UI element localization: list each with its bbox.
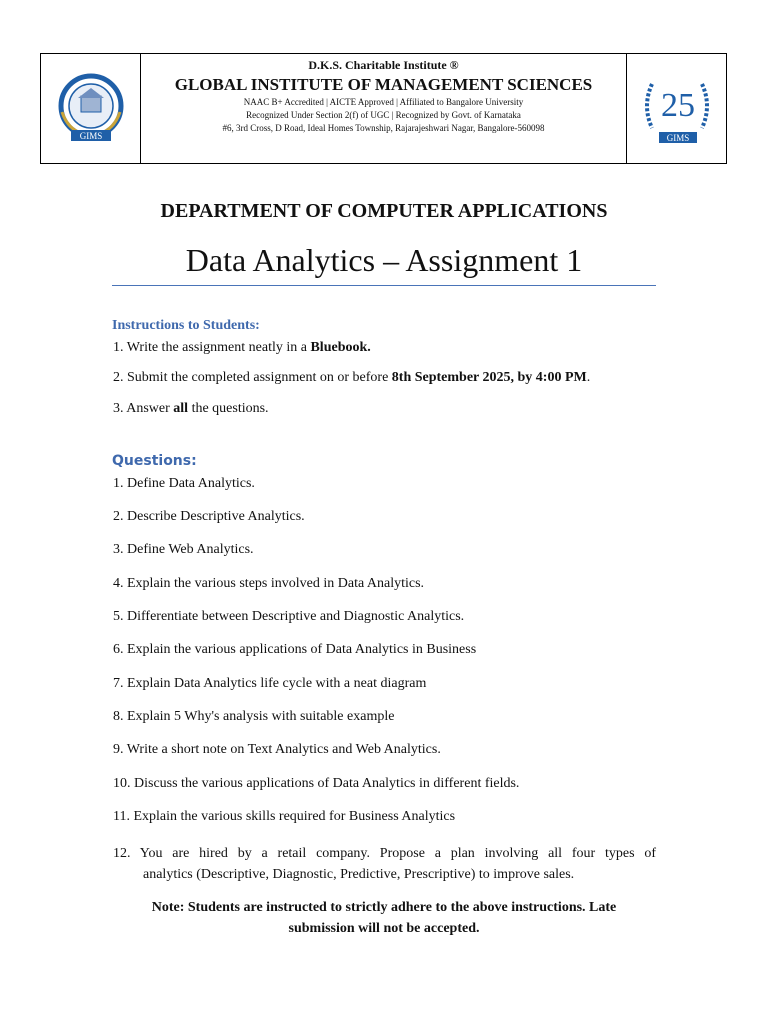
- institute-header: [40, 53, 727, 164]
- assignment-title: Data Analytics – Assignment 1: [185, 242, 583, 278]
- question-item: 7. Explain Data Analytics life cycle with a neat diagram: [113, 676, 427, 691]
- note-line-1: Note: Students are instructed to strictly adhere to the above instructions. Late: [151, 900, 617, 915]
- recognition-line: Recognized Under Section 2(f) of UGC | Recognized by Govt. of Karnataka: [246, 110, 521, 120]
- question-item: 4. Explain the various steps involved in Data Analytics.: [113, 576, 425, 591]
- left-logo-cell: [41, 54, 141, 163]
- instruction-text: 2. Submit the completed assignment on or before: [113, 370, 392, 385]
- question-item: 3. Define Web Analytics.: [113, 542, 254, 557]
- instruction-text: .: [586, 370, 591, 385]
- question-item: 2. Describe Descriptive Analytics.: [113, 509, 305, 524]
- submission-note: [112, 897, 656, 939]
- left-logo-label: GIMS: [79, 130, 102, 141]
- instruction-item: [113, 340, 371, 356]
- right-logo-cell: [626, 54, 726, 163]
- instruction-emphasis: Bluebook.: [310, 340, 371, 355]
- question-item: 11. Explain the various skills required for Business Analytics: [113, 809, 456, 824]
- question-item: 1. Define Data Analytics.: [113, 476, 255, 491]
- question-item: 8. Explain 5 Why's analysis with suitable example: [113, 709, 395, 724]
- question-item: 9. Write a short note on Text Analytics and Web Analytics.: [113, 742, 441, 757]
- right-logo-label: GIMS: [666, 132, 689, 143]
- instruction-item: [113, 370, 590, 386]
- instruction-text: 3. Answer: [113, 401, 174, 416]
- right-logo-number: 25: [660, 86, 695, 124]
- question-item: 10. Discuss the various applications of Data Analytics in different fields.: [113, 776, 520, 791]
- title-divider: [112, 285, 656, 286]
- anniversary-25-logo-icon: [638, 70, 716, 148]
- question-12-line-2: analytics (Descriptive, Diagnostic, Predictive, Prescriptive) to improve sales.: [143, 867, 575, 882]
- question-item: [113, 843, 656, 885]
- question-12-line-1: 12. You are hired by a retail company. Propose a plan involving all four types of: [113, 846, 656, 861]
- instruction-text: the questions.: [188, 401, 269, 416]
- note-line-2: submission will not be accepted.: [288, 921, 480, 936]
- instruction-emphasis: 8th September 2025, by 4:00 PM: [391, 370, 587, 385]
- instruction-emphasis: all: [173, 401, 189, 416]
- address-line: #6, 3rd Cross, D Road, Ideal Homes Township, Rajarajeshwari Nagar, Bangalore-560098: [222, 123, 545, 133]
- charity-name: D.K.S. Charitable Institute ®: [308, 58, 459, 72]
- question-item: 5. Differentiate between Descriptive and Diagnostic Analytics.: [113, 609, 465, 624]
- accreditation-line: NAAC B+ Accredited | AICTE Approved | Affiliated to Bangalore University: [243, 97, 524, 107]
- header-text-block: [141, 54, 626, 163]
- institute-name: GLOBAL INSTITUTE OF MANAGEMENT SCIENCES: [174, 75, 593, 94]
- instruction-text: 1. Write the assignment neatly in a: [113, 340, 311, 355]
- instructions-heading: Instructions to Students:: [112, 318, 260, 333]
- department-heading: DEPARTMENT OF COMPUTER APPLICATIONS: [160, 200, 608, 222]
- questions-heading: Questions:: [112, 453, 197, 469]
- question-item: 6. Explain the various applications of Data Analytics in Business: [113, 642, 477, 657]
- gims-emblem-icon: [54, 72, 128, 146]
- instruction-item: [113, 401, 269, 417]
